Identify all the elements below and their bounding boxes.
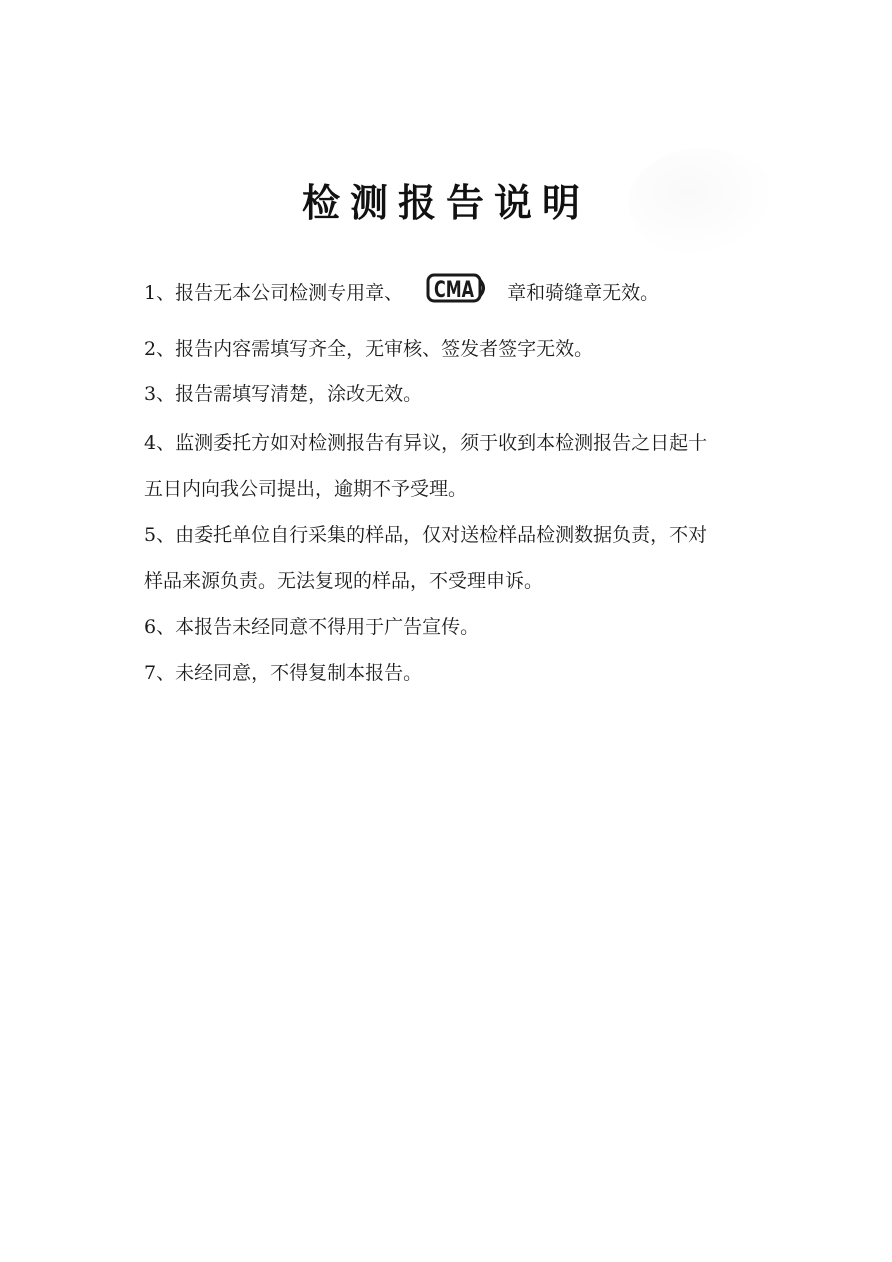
cma-seal-label: CMA [434, 278, 475, 303]
item-number: 6、 [144, 616, 176, 638]
list-item-1 [144, 278, 659, 310]
item-text: 样品来源负责。无法复现的样品，不受理申诉。 [144, 570, 544, 592]
list-item-4 [144, 431, 707, 455]
item-number: 7、 [144, 662, 176, 684]
item-number: 5、 [144, 524, 176, 546]
item-text: 由委托单位自行采集的样品，仅对送检样品检测数据负责，不对 [175, 524, 708, 546]
item-number: 3、 [144, 383, 176, 405]
item-text: 报告内容需填写齐全，无审核、签发者签字无效。 [175, 338, 594, 360]
page-title: 检测报告说明 [301, 181, 590, 225]
cma-seal-icon [425, 272, 489, 310]
list-item-7 [144, 661, 422, 685]
item-text: 本报告未经同意不得用于广告宣传。 [175, 616, 480, 638]
item-text: 章和骑缝章无效。 [507, 282, 660, 304]
item-text: 报告无本公司检测专用章、 [175, 282, 404, 304]
list-item-2 [144, 337, 593, 361]
item-number: 1、 [144, 282, 176, 304]
item-text: 监测委托方如对检测报告有异议，须于收到本检测报告之日起十 [175, 432, 708, 454]
list-item-5-continuation [144, 569, 543, 593]
list-item-4-continuation [144, 477, 467, 501]
item-number: 2、 [144, 338, 176, 360]
item-text: 报告需填写清楚，涂改无效。 [175, 383, 423, 405]
item-text: 未经同意，不得复制本报告。 [175, 662, 423, 684]
list-item-6 [144, 615, 479, 639]
item-text: 五日内向我公司提出，逾期不予受理。 [144, 478, 468, 500]
item-number: 4、 [144, 432, 176, 454]
list-item-5 [144, 523, 707, 547]
list-item-3 [144, 382, 422, 406]
